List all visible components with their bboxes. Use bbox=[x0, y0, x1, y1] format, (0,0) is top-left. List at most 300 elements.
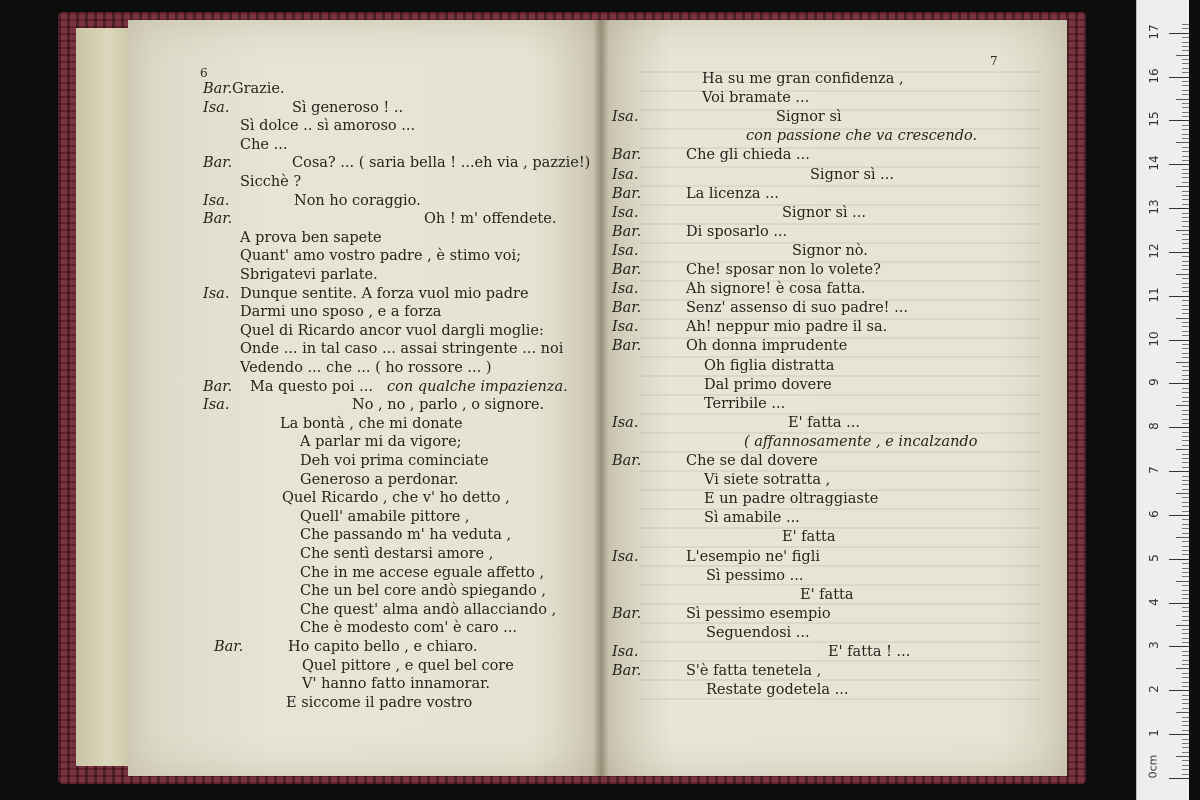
verse-line bbox=[686, 261, 881, 279]
speaker-label: Bar. bbox=[203, 155, 233, 172]
ruler-tick bbox=[1182, 708, 1189, 709]
verse-line bbox=[704, 376, 832, 394]
verse-text: Vedendo ... che ... ( ho rossore ... ) bbox=[240, 360, 492, 376]
ruler-tick bbox=[1182, 59, 1189, 60]
speaker-label: Isa. bbox=[612, 414, 639, 431]
ruler-tick bbox=[1182, 37, 1189, 38]
verse-text: Oh donna imprudente bbox=[686, 338, 848, 355]
ruler-tick bbox=[1182, 388, 1189, 389]
speaker-label: Isa. bbox=[612, 242, 639, 259]
ruler-tick bbox=[1182, 261, 1189, 262]
verse-text: Senz' assenso di suo padre! ... bbox=[686, 300, 908, 317]
verse-line bbox=[240, 359, 492, 377]
ruler-tick bbox=[1169, 383, 1189, 384]
ruler-tick bbox=[1182, 419, 1189, 420]
ruler-tick bbox=[1182, 519, 1189, 520]
ruler-tick bbox=[1182, 28, 1189, 29]
ruler-tick bbox=[1182, 348, 1189, 349]
verse-text: Ma questo poi ... bbox=[250, 378, 373, 395]
verse-text: Che se dal dovere bbox=[686, 453, 818, 469]
verse-line bbox=[240, 117, 415, 135]
ruler-tick bbox=[1182, 129, 1189, 130]
ruler-tick bbox=[1182, 598, 1189, 599]
ruler-tick bbox=[1182, 204, 1189, 205]
verse-text: Che in me accese eguale affetto , bbox=[300, 564, 545, 581]
ruler-tick bbox=[1176, 625, 1189, 626]
ruler-tick bbox=[1182, 554, 1189, 555]
verse-line bbox=[746, 127, 977, 145]
verse-line bbox=[300, 619, 517, 637]
ruler-tick bbox=[1182, 686, 1189, 687]
ruler-tick bbox=[1182, 357, 1189, 358]
verse-line bbox=[300, 582, 546, 600]
speaker-label: Bar. bbox=[203, 81, 233, 97]
ruler-tick bbox=[1176, 493, 1189, 494]
ruler-tick bbox=[1182, 489, 1189, 490]
ruler-tick bbox=[1182, 638, 1189, 639]
verse-text: A parlar mi da vigore; bbox=[300, 434, 462, 451]
verse-text: E un padre oltraggiaste bbox=[704, 491, 879, 508]
verse-line bbox=[686, 605, 831, 623]
verse-text: V' hanno fatto innamorar. bbox=[302, 676, 491, 693]
verse-text: Di sposarlo ... bbox=[686, 223, 788, 240]
ruler-tick bbox=[1182, 283, 1189, 284]
ruler-tick bbox=[1182, 655, 1189, 656]
ruler-tick bbox=[1182, 366, 1189, 367]
verse-line bbox=[706, 681, 848, 699]
ruler-tick bbox=[1169, 646, 1189, 647]
ruler-tick bbox=[1169, 734, 1189, 735]
verse-text: La licenza ... bbox=[686, 185, 779, 202]
ruler-tick bbox=[1182, 94, 1189, 95]
verse-text: Cosa? ... ( saria bella ! ...eh via , pazzie!) bbox=[292, 155, 591, 172]
verse-text: Ah! neppur mio padre il sa. bbox=[686, 319, 888, 336]
ruler-tick bbox=[1169, 427, 1189, 428]
verse-text: Non ho coraggio. bbox=[294, 192, 421, 209]
ruler-tick bbox=[1182, 265, 1189, 266]
speaker-label: Isa. bbox=[612, 166, 639, 183]
speaker-label: Isa. bbox=[612, 548, 639, 565]
measurement-ruler bbox=[1136, 0, 1189, 800]
verse-text: Sì amabile ... bbox=[704, 510, 800, 527]
verse-text: Che sentì destarsi amore , bbox=[300, 546, 494, 562]
verse-text: Deh voi prima cominciate bbox=[300, 453, 489, 469]
verse-line bbox=[704, 471, 830, 489]
verse-line bbox=[788, 414, 860, 432]
ruler-tick bbox=[1182, 401, 1189, 402]
ruler-tick bbox=[1176, 756, 1189, 757]
verse-text: Terribile ... bbox=[704, 395, 786, 412]
ruler-tick bbox=[1182, 594, 1189, 595]
ruler-number: 11 bbox=[1147, 287, 1161, 303]
ruler-tick bbox=[1182, 397, 1189, 398]
verse-line bbox=[782, 204, 866, 222]
flyleaf bbox=[76, 28, 128, 766]
verse-text: Sì pessimo ... bbox=[706, 567, 804, 584]
ruler-number: 4 bbox=[1147, 597, 1161, 606]
ruler-tick bbox=[1182, 331, 1189, 332]
ruler-tick bbox=[1182, 392, 1189, 393]
ruler-tick bbox=[1182, 248, 1189, 249]
ruler-tick bbox=[1182, 568, 1189, 569]
ruler-tick bbox=[1182, 760, 1189, 761]
ruler-tick bbox=[1182, 335, 1189, 336]
ruler-number: 2 bbox=[1147, 685, 1161, 694]
ruler-tick bbox=[1182, 506, 1189, 507]
ruler-tick bbox=[1182, 717, 1189, 718]
ruler-tick bbox=[1169, 208, 1189, 209]
ruler-tick bbox=[1169, 33, 1189, 34]
verse-line bbox=[792, 242, 868, 260]
ruler-tick bbox=[1182, 226, 1189, 227]
ruler-tick bbox=[1182, 651, 1189, 652]
ruler-tick bbox=[1182, 458, 1189, 459]
ruler-tick bbox=[1182, 173, 1189, 174]
verse-text: Quel Ricardo , che v' ho detto , bbox=[282, 490, 510, 507]
ruler-tick bbox=[1182, 467, 1189, 468]
verse-text: Che quest' alma andò allacciando , bbox=[300, 601, 557, 618]
ruler-number: 7 bbox=[1147, 466, 1161, 474]
speaker-label: Isa. bbox=[612, 204, 639, 221]
verse-line bbox=[302, 675, 490, 693]
speaker-label: Isa. bbox=[612, 281, 639, 298]
ruler-tick bbox=[1169, 515, 1189, 516]
ruler-tick bbox=[1182, 620, 1189, 621]
verse-text: L'esempio ne' figli bbox=[686, 548, 820, 565]
ruler-tick bbox=[1182, 63, 1189, 64]
verse-line bbox=[292, 154, 590, 172]
ruler-number: 17 bbox=[1147, 24, 1161, 40]
ruler-tick bbox=[1169, 690, 1189, 691]
verse-line bbox=[250, 378, 568, 396]
ruler-tick bbox=[1182, 85, 1189, 86]
verse-line bbox=[300, 564, 544, 582]
ruler-tick bbox=[1176, 142, 1189, 143]
ruler-tick bbox=[1182, 217, 1189, 218]
verse-line bbox=[302, 657, 514, 675]
verse-line bbox=[686, 299, 908, 317]
verse-line bbox=[686, 185, 779, 203]
ruler-tick bbox=[1176, 362, 1189, 363]
ruler-tick bbox=[1176, 318, 1189, 319]
ruler-tick bbox=[1182, 169, 1189, 170]
verse-line bbox=[300, 601, 556, 619]
ruler-tick bbox=[1182, 511, 1189, 512]
ruler-tick bbox=[1182, 616, 1189, 617]
ruler-tick bbox=[1182, 156, 1189, 157]
verse-line bbox=[828, 643, 910, 661]
ruler-tick bbox=[1182, 177, 1189, 178]
verse-line bbox=[686, 280, 865, 298]
ruler-tick bbox=[1169, 164, 1189, 165]
ruler-tick bbox=[1182, 81, 1189, 82]
ruler-tick bbox=[1182, 287, 1189, 288]
verse-text: Sì generoso ! .. bbox=[292, 99, 404, 116]
ruler-tick bbox=[1182, 151, 1189, 152]
verse-text: E' fatta ! ... bbox=[828, 644, 911, 660]
ruler-number: 14 bbox=[1147, 155, 1161, 171]
verse-line bbox=[424, 210, 556, 228]
ruler-tick bbox=[1182, 432, 1189, 433]
speaker-label: Isa. bbox=[612, 109, 639, 126]
verse-line bbox=[800, 586, 854, 604]
speaker-label: Isa. bbox=[203, 397, 230, 414]
verse-text: Voi bramate ... bbox=[702, 90, 810, 107]
ruler-tick bbox=[1169, 340, 1189, 341]
ruler-number: 5 bbox=[1147, 554, 1161, 562]
verse-line bbox=[286, 694, 472, 712]
verse-text: La bontà , che mi donate bbox=[280, 415, 463, 432]
verse-line bbox=[280, 415, 463, 433]
verse-text: Signor nò. bbox=[792, 242, 868, 259]
ruler-tick bbox=[1176, 449, 1189, 450]
ruler-tick bbox=[1182, 147, 1189, 148]
verse-text: Onde ... in tal caso ... assai stringente ... noi bbox=[240, 341, 564, 358]
verse-text: Ah signore! è cosa fatta. bbox=[686, 281, 866, 298]
verse-text: Ha su me gran confidenza , bbox=[702, 71, 904, 87]
verse-line bbox=[240, 173, 301, 191]
ruler-tick bbox=[1182, 213, 1189, 214]
speaker-label: Bar. bbox=[203, 378, 233, 395]
ruler-tick bbox=[1182, 673, 1189, 674]
ruler-tick bbox=[1182, 703, 1189, 704]
ruler-tick bbox=[1182, 585, 1189, 586]
ruler-number: 6 bbox=[1147, 510, 1161, 518]
verse-text: Che ... bbox=[240, 136, 288, 153]
verse-line bbox=[686, 662, 821, 680]
verse-line bbox=[292, 99, 403, 117]
ruler-tick bbox=[1182, 46, 1189, 47]
verse-text: S'è fatta tenetela , bbox=[686, 663, 822, 680]
ruler-tick bbox=[1182, 611, 1189, 612]
ruler-tick bbox=[1182, 410, 1189, 411]
verse-line bbox=[300, 545, 493, 563]
speaker-label: Bar. bbox=[612, 338, 642, 355]
ruler-tick bbox=[1182, 68, 1189, 69]
verse-text: Sbrigatevi parlate. bbox=[240, 267, 378, 283]
speaker-label: Bar. bbox=[612, 223, 642, 240]
verse-text: Signor sì ... bbox=[782, 204, 866, 221]
ruler-tick bbox=[1182, 423, 1189, 424]
verse-line bbox=[686, 452, 818, 470]
verse-text: Quell' amabile pittore , bbox=[300, 508, 470, 525]
ruler-tick bbox=[1176, 668, 1189, 669]
ruler-tick bbox=[1182, 462, 1189, 463]
ruler-tick bbox=[1182, 134, 1189, 135]
ruler-tick bbox=[1182, 695, 1189, 696]
verse-line bbox=[782, 528, 836, 546]
stage-direction: con passione che va crescendo. bbox=[746, 128, 978, 145]
ruler-tick bbox=[1182, 344, 1189, 345]
ruler-tick bbox=[1176, 99, 1189, 100]
verse-text: Dal primo dovere bbox=[704, 376, 832, 393]
book-gutter bbox=[593, 20, 609, 776]
ruler-tick bbox=[1182, 278, 1189, 279]
verse-text: E' fatta bbox=[800, 586, 854, 603]
ruler-tick bbox=[1182, 125, 1189, 126]
ruler-tick bbox=[1182, 234, 1189, 235]
ruler-tick bbox=[1182, 590, 1189, 591]
ruler-tick bbox=[1182, 629, 1189, 630]
ruler-tick bbox=[1169, 559, 1189, 560]
verse-line bbox=[686, 337, 847, 355]
ruler-tick bbox=[1182, 42, 1189, 43]
ruler-tick bbox=[1182, 182, 1189, 183]
ruler-tick bbox=[1182, 546, 1189, 547]
verse-line bbox=[744, 433, 977, 451]
ruler-tick bbox=[1176, 274, 1189, 275]
ruler-tick bbox=[1182, 682, 1189, 683]
ruler-tick bbox=[1182, 326, 1189, 327]
verse-line bbox=[686, 223, 787, 241]
speaker-label: Bar. bbox=[612, 185, 642, 202]
speaker-label: Isa. bbox=[612, 319, 639, 336]
left-page-number: 6 bbox=[200, 66, 208, 80]
speaker-label: Bar. bbox=[612, 605, 642, 622]
ruler-tick bbox=[1182, 305, 1189, 306]
verse-line bbox=[282, 489, 510, 507]
verse-text: Generoso a perdonar. bbox=[300, 471, 459, 488]
ruler-tick bbox=[1182, 300, 1189, 301]
ruler-tick bbox=[1182, 243, 1189, 244]
verse-text: Seguendosi ... bbox=[706, 624, 810, 641]
right-page-number: 7 bbox=[990, 54, 998, 68]
ruler-number: 1 bbox=[1147, 729, 1161, 737]
verse-line bbox=[300, 471, 459, 489]
ruler-number: 10 bbox=[1147, 330, 1161, 347]
verse-text: Che è modesto com' è caro ... bbox=[300, 620, 518, 637]
ruler-tick bbox=[1182, 677, 1189, 678]
ruler-tick bbox=[1182, 454, 1189, 455]
ruler-tick bbox=[1182, 576, 1189, 577]
verse-text: Quant' amo vostro padre , è stimo voi; bbox=[240, 248, 522, 265]
verse-line bbox=[294, 192, 421, 210]
ruler-tick bbox=[1182, 107, 1189, 108]
ruler-tick bbox=[1176, 581, 1189, 582]
verse-line bbox=[686, 548, 820, 566]
speaker-label: Isa. bbox=[203, 285, 230, 302]
verse-text: Grazie. bbox=[232, 81, 285, 97]
ruler-tick bbox=[1182, 774, 1189, 775]
ruler-unit-label: 0cm bbox=[1146, 754, 1160, 779]
speaker-label: Bar. bbox=[612, 453, 642, 469]
verse-text: Vi siete sotratta , bbox=[704, 472, 831, 489]
verse-text: Signor sì bbox=[776, 109, 842, 126]
ruler-number: 15 bbox=[1147, 111, 1161, 128]
ruler-tick bbox=[1182, 440, 1189, 441]
verse-line bbox=[702, 89, 809, 107]
verse-line bbox=[706, 567, 803, 585]
verse-text: Sì dolce .. sì amoroso ... bbox=[240, 118, 416, 135]
ruler-tick bbox=[1182, 379, 1189, 380]
ruler-number: 12 bbox=[1147, 243, 1161, 259]
verse-text: Che gli chieda ... bbox=[686, 147, 810, 164]
ruler-tick bbox=[1182, 769, 1189, 770]
ruler-tick bbox=[1176, 405, 1189, 406]
ruler-tick bbox=[1182, 309, 1189, 310]
ruler-tick bbox=[1182, 116, 1189, 117]
ruler-tick bbox=[1182, 160, 1189, 161]
ruler-tick bbox=[1182, 291, 1189, 292]
speaker-label: Isa. bbox=[612, 644, 639, 660]
speaker-label: Bar. bbox=[612, 262, 642, 278]
verse-line bbox=[240, 229, 382, 247]
verse-text: E' fatta bbox=[782, 529, 836, 546]
ruler-tick bbox=[1182, 660, 1189, 661]
verse-text: Quel di Ricardo ancor vuol dargli moglie: bbox=[240, 322, 544, 339]
verse-line bbox=[240, 136, 287, 154]
ruler-tick bbox=[1182, 195, 1189, 196]
verse-text: Dunque sentite. A forza vuol mio padre bbox=[240, 285, 529, 302]
ruler-tick bbox=[1182, 739, 1189, 740]
verse-text: Restate godetela ... bbox=[706, 682, 849, 699]
ruler-tick bbox=[1182, 445, 1189, 446]
ruler-tick bbox=[1182, 725, 1189, 726]
ruler-tick bbox=[1182, 269, 1189, 270]
ruler-tick bbox=[1182, 199, 1189, 200]
verse-line bbox=[288, 638, 477, 656]
verse-line bbox=[240, 285, 529, 303]
verse-line bbox=[810, 166, 894, 184]
ruler-tick bbox=[1182, 533, 1189, 534]
verse-text: Quel pittore , e quel bel core bbox=[302, 657, 514, 674]
ruler-tick bbox=[1182, 765, 1189, 766]
verse-line bbox=[300, 452, 489, 470]
ruler-tick bbox=[1169, 77, 1189, 78]
verse-text: Oh figlia distratta bbox=[704, 357, 835, 374]
ruler-tick bbox=[1182, 642, 1189, 643]
verse-text: E' fatta ... bbox=[788, 414, 860, 431]
ruler-tick bbox=[1169, 471, 1189, 472]
verse-line bbox=[240, 247, 521, 265]
verse-line bbox=[704, 490, 878, 508]
verse-text: Che un bel core andò spiegando , bbox=[300, 583, 547, 600]
speaker-label: Isa. bbox=[203, 99, 230, 116]
ruler-tick bbox=[1182, 370, 1189, 371]
ruler-tick bbox=[1182, 497, 1189, 498]
verse-line bbox=[776, 108, 842, 126]
verse-text: Signor sì ... bbox=[810, 166, 894, 183]
verse-text: A prova ben sapete bbox=[240, 229, 382, 246]
ruler-tick bbox=[1182, 256, 1189, 257]
speaker-label: Bar. bbox=[203, 211, 233, 228]
ruler-tick bbox=[1182, 480, 1189, 481]
stage-direction: ( affannosamente , e incalzando bbox=[744, 433, 978, 450]
speaker-label: Bar. bbox=[214, 639, 244, 655]
ruler-tick bbox=[1182, 112, 1189, 113]
verse-line bbox=[686, 146, 810, 164]
verse-text: Darmi uno sposo , e a forza bbox=[240, 304, 442, 321]
ruler-tick bbox=[1176, 537, 1189, 538]
verse-line bbox=[704, 357, 834, 375]
ruler-tick bbox=[1182, 191, 1189, 192]
ruler-tick bbox=[1182, 721, 1189, 722]
verse-line bbox=[352, 396, 544, 414]
ruler-tick bbox=[1182, 221, 1189, 222]
ruler-tick bbox=[1176, 230, 1189, 231]
ruler-tick bbox=[1182, 72, 1189, 73]
ruler-tick bbox=[1182, 24, 1189, 25]
ruler-tick bbox=[1169, 252, 1189, 253]
ruler-tick bbox=[1182, 752, 1189, 753]
ruler-tick bbox=[1182, 747, 1189, 748]
verse-line bbox=[300, 433, 462, 451]
ruler-tick bbox=[1182, 138, 1189, 139]
verse-line bbox=[240, 322, 544, 340]
ruler-tick bbox=[1182, 633, 1189, 634]
ruler-tick bbox=[1182, 353, 1189, 354]
ruler-tick bbox=[1169, 603, 1189, 604]
